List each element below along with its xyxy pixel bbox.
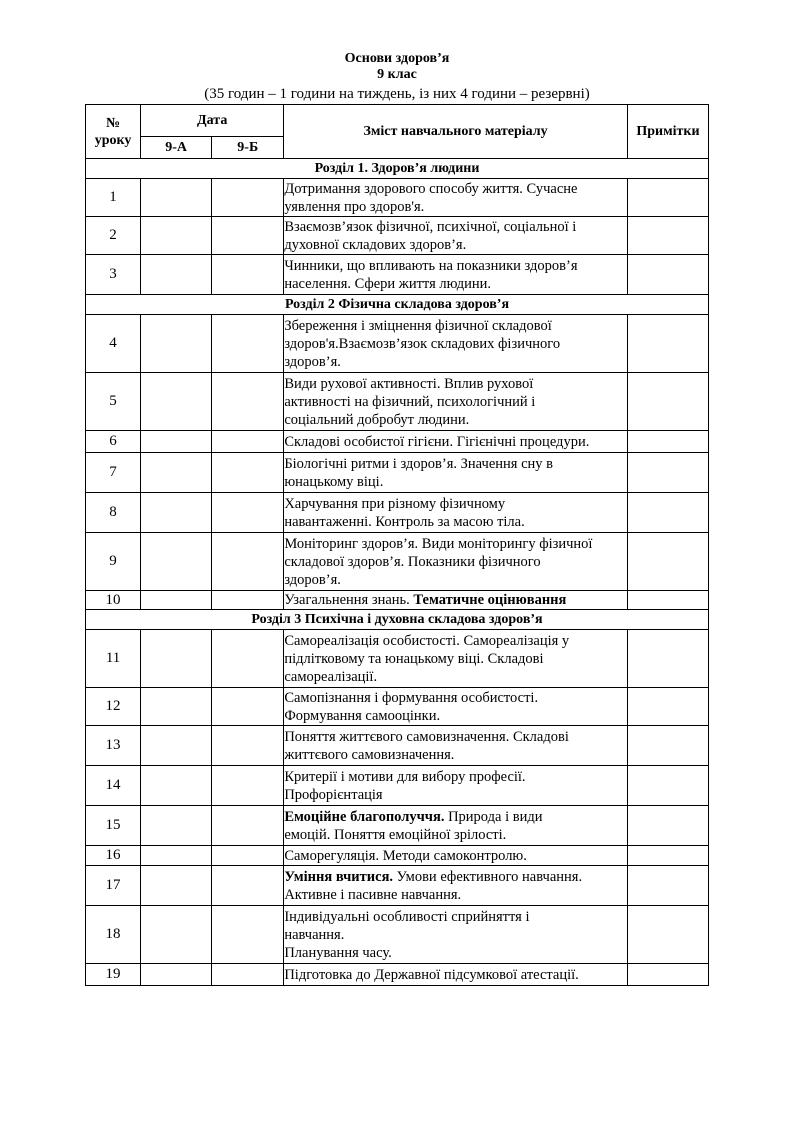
content-line: Біологічні ритми і здоров’я. Значення сну в (284, 455, 553, 472)
content-text: Узагальнення знань. (284, 592, 414, 608)
date-9b-cell[interactable] (212, 806, 284, 846)
date-9b-cell[interactable] (212, 964, 284, 986)
lesson-number: 7 (86, 453, 141, 493)
lesson-content (284, 453, 628, 493)
table-row (86, 373, 709, 431)
content-line: юнацькому віці. (284, 473, 384, 490)
content-line: Збереження і зміцнення фізичної складової (284, 317, 552, 334)
date-9b-cell[interactable] (212, 630, 284, 688)
lesson-content (284, 179, 628, 217)
lesson-number: 4 (86, 315, 141, 373)
table-row (86, 726, 709, 766)
content-line: Планування часу. (284, 944, 392, 961)
grade-label: 9 клас (377, 67, 417, 82)
content-line: активності на фізичний, психологічний і (284, 393, 536, 410)
date-9a-cell[interactable] (141, 766, 212, 806)
lesson-content (284, 493, 628, 533)
lesson-number: 2 (86, 217, 141, 255)
content-bold-text: Тематичне оцінювання (413, 592, 567, 608)
table-row (86, 806, 709, 846)
lesson-plan-table (85, 104, 709, 986)
content-line: Харчування при різному фізичному (284, 495, 506, 512)
date-9a-cell[interactable] (141, 806, 212, 846)
content-line: Формування самооцінки. (284, 707, 441, 724)
content-line: підлітковому та юнацькому віці. Складові (284, 650, 544, 667)
table-row (86, 846, 709, 866)
notes-cell[interactable] (627, 906, 708, 964)
lesson-number: 17 (86, 866, 141, 906)
date-9a-cell[interactable] (141, 533, 212, 591)
lesson-content (284, 315, 628, 373)
lesson-content (284, 591, 628, 610)
date-9a-cell[interactable] (141, 591, 212, 610)
section-row (86, 159, 709, 179)
lesson-content (284, 866, 628, 906)
date-9b-cell[interactable] (212, 766, 284, 806)
content-line: Профорієнтація (284, 786, 383, 803)
content-line: духовної складових здоров’я. (284, 236, 467, 253)
table-row (86, 493, 709, 533)
lesson-number: 6 (86, 431, 141, 453)
notes-cell[interactable] (627, 493, 708, 533)
table-row (86, 315, 709, 373)
header-date: Дата (141, 105, 284, 137)
content-text: Умови ефективного навчання. (393, 868, 583, 885)
table-header (86, 105, 709, 159)
content-line: уявлення про здоров'я. (284, 198, 425, 215)
content-line: Самореалізація особистості. Самореалізація у (284, 632, 570, 649)
hours-note: (35 годин – 1 години на тиждень, із них 4 години – резервні) (204, 86, 590, 102)
content-line: населення. Сфери життя людини. (284, 275, 491, 292)
date-9a-cell[interactable] (141, 373, 212, 431)
content-line: Саморегуляція. Методи самоконтролю. (284, 847, 527, 864)
notes-cell[interactable] (627, 431, 708, 453)
table-row (86, 866, 709, 906)
content-line: емоцій. Поняття емоційної зрілості. (284, 826, 507, 843)
date-9a-cell[interactable] (141, 493, 212, 533)
page-title: Основи здоров’я (344, 51, 450, 66)
content-line: Підготовка до Державної підсумкової атестації. (284, 966, 579, 983)
lesson-content (284, 806, 628, 846)
section-title: Розділ 2 Фізична складова здоров’я (86, 295, 709, 315)
date-9a-cell[interactable] (141, 630, 212, 688)
content-line: соціальний добробут людини. (284, 411, 470, 428)
content-line: життєвого самовизначення. (284, 746, 455, 763)
lesson-content (284, 217, 628, 255)
date-9b-cell[interactable] (212, 431, 284, 453)
date-9b-cell[interactable] (212, 179, 284, 217)
notes-cell[interactable] (627, 533, 708, 591)
lesson-number: 15 (86, 806, 141, 846)
content-line: Поняття життєвого самовизначення. Складові (284, 728, 569, 745)
lesson-content (284, 726, 628, 766)
table-row (86, 255, 709, 295)
content-line: навчання. (284, 926, 345, 943)
content-line: навантаженні. Контроль за масою тіла. (284, 513, 525, 530)
date-9b-cell[interactable] (212, 315, 284, 373)
lesson-number: 13 (86, 726, 141, 766)
content-line: здоров’я. (284, 353, 341, 370)
table-row (86, 179, 709, 217)
date-9a-cell[interactable] (141, 431, 212, 453)
content-line: Дотримання здорового способу життя. Сучасне (284, 180, 578, 197)
lesson-number: 16 (86, 846, 141, 866)
lesson-number: 8 (86, 493, 141, 533)
notes-cell[interactable] (627, 179, 708, 217)
content-line: Складові особистої гігієни. Гігієнічні процедури. (284, 433, 590, 450)
notes-cell[interactable] (627, 630, 708, 688)
content-line: Критерії і мотиви для вибору професії. (284, 768, 526, 785)
date-9a-cell[interactable] (141, 255, 212, 295)
content-line: Види рухової активності. Вплив рухової (284, 375, 534, 392)
lesson-content (284, 906, 628, 964)
lesson-number: 9 (86, 533, 141, 591)
notes-cell[interactable] (627, 453, 708, 493)
date-9b-cell[interactable] (212, 533, 284, 591)
date-9a-cell[interactable] (141, 906, 212, 964)
header-content: Зміст навчального матеріалу (284, 105, 628, 159)
section-row (86, 295, 709, 315)
date-9b-cell[interactable] (212, 866, 284, 906)
date-9a-cell[interactable] (141, 964, 212, 986)
section-row (86, 610, 709, 630)
date-9b-cell[interactable] (212, 493, 284, 533)
lesson-content (284, 431, 628, 453)
header-notes: Примітки (627, 105, 708, 159)
table-row (86, 766, 709, 806)
notes-cell[interactable] (627, 591, 708, 610)
table-row (86, 431, 709, 453)
content-line: Активне і пасивне навчання. (284, 886, 462, 903)
table-row (86, 217, 709, 255)
lesson-number: 12 (86, 688, 141, 726)
header-lesson-number (86, 105, 141, 159)
notes-cell[interactable] (627, 373, 708, 431)
content-line: Самопізнання і формування особистості. (284, 689, 539, 706)
lesson-number: 19 (86, 964, 141, 986)
date-9a-cell[interactable] (141, 846, 212, 866)
content-line (284, 868, 627, 886)
notes-cell[interactable] (627, 846, 708, 866)
content-line: Чинники, що впливають на показники здоров’я (284, 257, 578, 274)
date-9b-cell[interactable] (212, 217, 284, 255)
lesson-content (284, 373, 628, 431)
header-lesson-number-label: № уроку (94, 115, 132, 148)
header-class-9b: 9-Б (212, 137, 284, 159)
lesson-content (284, 964, 628, 986)
notes-cell[interactable] (627, 964, 708, 986)
notes-cell[interactable] (627, 315, 708, 373)
date-9b-cell[interactable] (212, 906, 284, 964)
lesson-number: 3 (86, 255, 141, 295)
lesson-content (284, 766, 628, 806)
content-line: самореалізації. (284, 668, 378, 685)
content-line: здоров’я. (284, 571, 341, 588)
table-row (86, 630, 709, 688)
lesson-content (284, 688, 628, 726)
section-title: Розділ 1. Здоров’я людини (86, 159, 709, 179)
lesson-content (284, 533, 628, 591)
notes-cell[interactable] (627, 866, 708, 906)
lesson-number: 18 (86, 906, 141, 964)
header-class-9a: 9-А (141, 137, 212, 159)
lesson-content (284, 255, 628, 295)
date-9a-cell[interactable] (141, 315, 212, 373)
date-9a-cell[interactable] (141, 726, 212, 766)
table-row (86, 591, 709, 610)
content-text: Природа і види (444, 808, 543, 825)
date-9b-cell[interactable] (212, 453, 284, 493)
section-title: Розділ 3 Психічна і духовна складова здоров’я (86, 610, 709, 630)
lesson-number: 5 (86, 373, 141, 431)
table-row (86, 906, 709, 964)
date-9b-cell[interactable] (212, 255, 284, 295)
date-9a-cell[interactable] (141, 217, 212, 255)
lesson-content (284, 846, 628, 866)
notes-cell[interactable] (627, 766, 708, 806)
date-9a-cell[interactable] (141, 179, 212, 217)
content-line: Взаємозв’язок фізичної, психічної, соціальної і (284, 218, 577, 235)
date-9b-cell[interactable] (212, 846, 284, 866)
lesson-number: 11 (86, 630, 141, 688)
content-line: складової здоров’я. Показники фізичного (284, 553, 541, 570)
table-body (86, 159, 709, 986)
date-9a-cell[interactable] (141, 688, 212, 726)
content-line (284, 808, 627, 826)
date-9b-cell[interactable] (212, 688, 284, 726)
content-bold-lead: Емоційне благополуччя. (284, 808, 445, 825)
date-9b-cell[interactable] (212, 373, 284, 431)
table-row (86, 688, 709, 726)
notes-cell[interactable] (627, 217, 708, 255)
notes-cell[interactable] (627, 255, 708, 295)
lesson-number: 1 (86, 179, 141, 217)
date-9b-cell[interactable] (212, 591, 284, 610)
date-9b-cell[interactable] (212, 726, 284, 766)
table-row (86, 533, 709, 591)
notes-cell[interactable] (627, 806, 708, 846)
content-line: Індивідуальні особливості сприйняття і (284, 908, 530, 925)
lesson-number: 10 (86, 591, 141, 610)
date-9a-cell[interactable] (141, 866, 212, 906)
date-9a-cell[interactable] (141, 453, 212, 493)
lesson-content (284, 630, 628, 688)
table-row (86, 453, 709, 493)
content-line: здоров'я.Взаємозв’язок складових фізичного (284, 335, 561, 352)
notes-cell[interactable] (627, 726, 708, 766)
table-row (86, 964, 709, 986)
lesson-number: 14 (86, 766, 141, 806)
notes-cell[interactable] (627, 688, 708, 726)
content-line: Моніторинг здоров’я. Види моніторингу фізичної (284, 535, 593, 552)
content-bold-lead: Уміння вчитися. (284, 868, 394, 885)
